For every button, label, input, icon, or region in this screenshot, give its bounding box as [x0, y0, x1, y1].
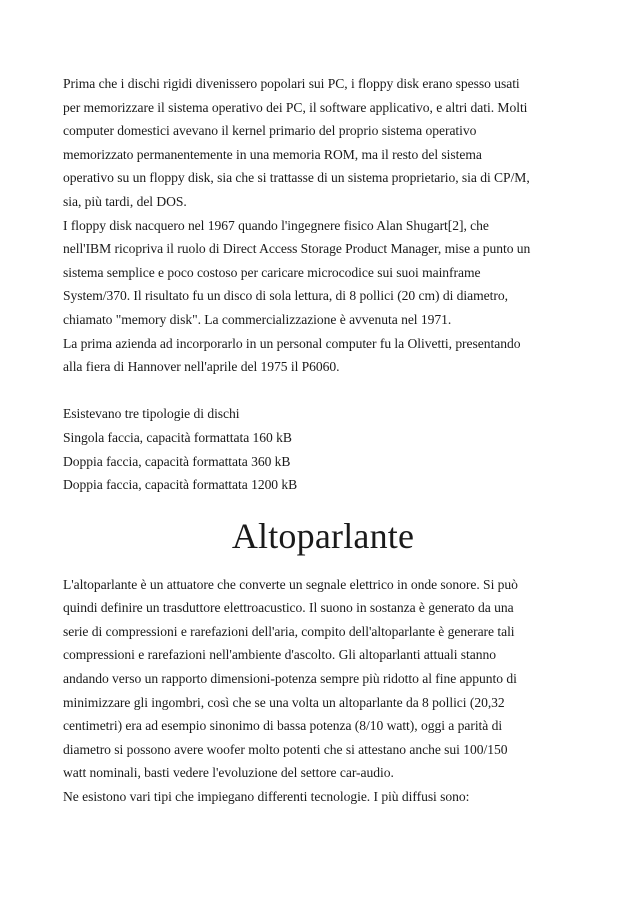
text-line: sistema semplice e poco costoso per caricare microcodice sui suoi mainframe [63, 264, 481, 280]
text-line: La prima azienda ad incorporarlo in un personal computer fu la Olivetti, presentando [63, 335, 521, 351]
text-line: serie di compressioni e rarefazioni dell'aria, compito dell'altoparlante è generare tali [63, 623, 515, 639]
text-line: watt nominali, basti vedere l'evoluzione del settore car-audio. [63, 765, 394, 781]
text-line: minimizzare gli ingombri, così che se una volta un altoparlante da 8 pollici (20,32 [63, 694, 505, 710]
text-line: per memorizzare il sistema operativo dei PC, il software applicativo, e altri dati. Molti [63, 99, 528, 115]
text-line: Prima che i dischi rigidi divenissero popolari sui PC, i floppy disk erano spesso usati [63, 76, 520, 91]
section-heading: Altoparlante [231, 515, 415, 556]
paragraph-spacer [63, 379, 583, 403]
floppy-disk-paragraph [63, 72, 583, 379]
text-line: andando verso un rapporto dimensioni-potenza sempre più ridotto al fine appunto di [63, 671, 517, 687]
text-line: computer domestici avevano il kernel primario del proprio sistema operativo [63, 123, 477, 139]
document-page [63, 72, 583, 809]
speaker-paragraph [63, 573, 583, 809]
text-line: compressioni e rarefazioni nell'ambiente d'ascolto. Gli altoparlanti attuali stanno [63, 647, 496, 663]
text-line: quindi definire un trasduttore elettroacustico. Il suono in sostanza è generato da una [63, 600, 514, 616]
text-line: Ne esistono vari tipi che impiegano differenti tecnologie. I più diffusi sono: [63, 789, 470, 805]
text-line: alla fiera di Hannover nell'aprile del 1975 il P6060. [63, 359, 340, 375]
text-line: nell'IBM ricopriva il ruolo di Direct Access Storage Product Manager, mise a punto un [63, 241, 531, 257]
list-item: Doppia faccia, capacità formattata 1200 kB [63, 477, 298, 493]
list-intro: Esistevano tre tipologie di dischi [63, 406, 240, 422]
text-line: chiamato "memory disk". La commercializzazione è avvenuta nel 1971. [63, 311, 452, 327]
text-line: System/370. Il risultato fu un disco di sola lettura, di 8 pollici (20 cm) di diametro, [63, 288, 508, 304]
text-line: memorizzato permanentemente in una memoria ROM, ma il resto del sistema [63, 146, 482, 162]
list-item: Doppia faccia, capacità formattata 360 kB [63, 453, 291, 469]
list-item: Singola faccia, capacità formattata 160 kB [63, 429, 292, 445]
text-line: diametro si possono avere woofer molto potenti che si attestano anche sui 100/150 [63, 741, 508, 757]
text-line: I floppy disk nacquero nel 1967 quando l'ingegnere fisico Alan Shugart[2], che [63, 217, 489, 233]
disk-types-list [63, 402, 583, 496]
text-line: sia, più tardi, del DOS. [63, 193, 187, 209]
text-line: operativo su un floppy disk, sia che si trattasse di un sistema proprietario, sia di CP/M, [63, 170, 530, 186]
text-line: L'altoparlante è un attuatore che converte un segnale elettrico in onde sonore. Si può [63, 576, 518, 592]
text-line: centimetri) era ad esempio sinonimo di bassa potenza (8/10 watt), oggi a parità di [63, 718, 503, 734]
